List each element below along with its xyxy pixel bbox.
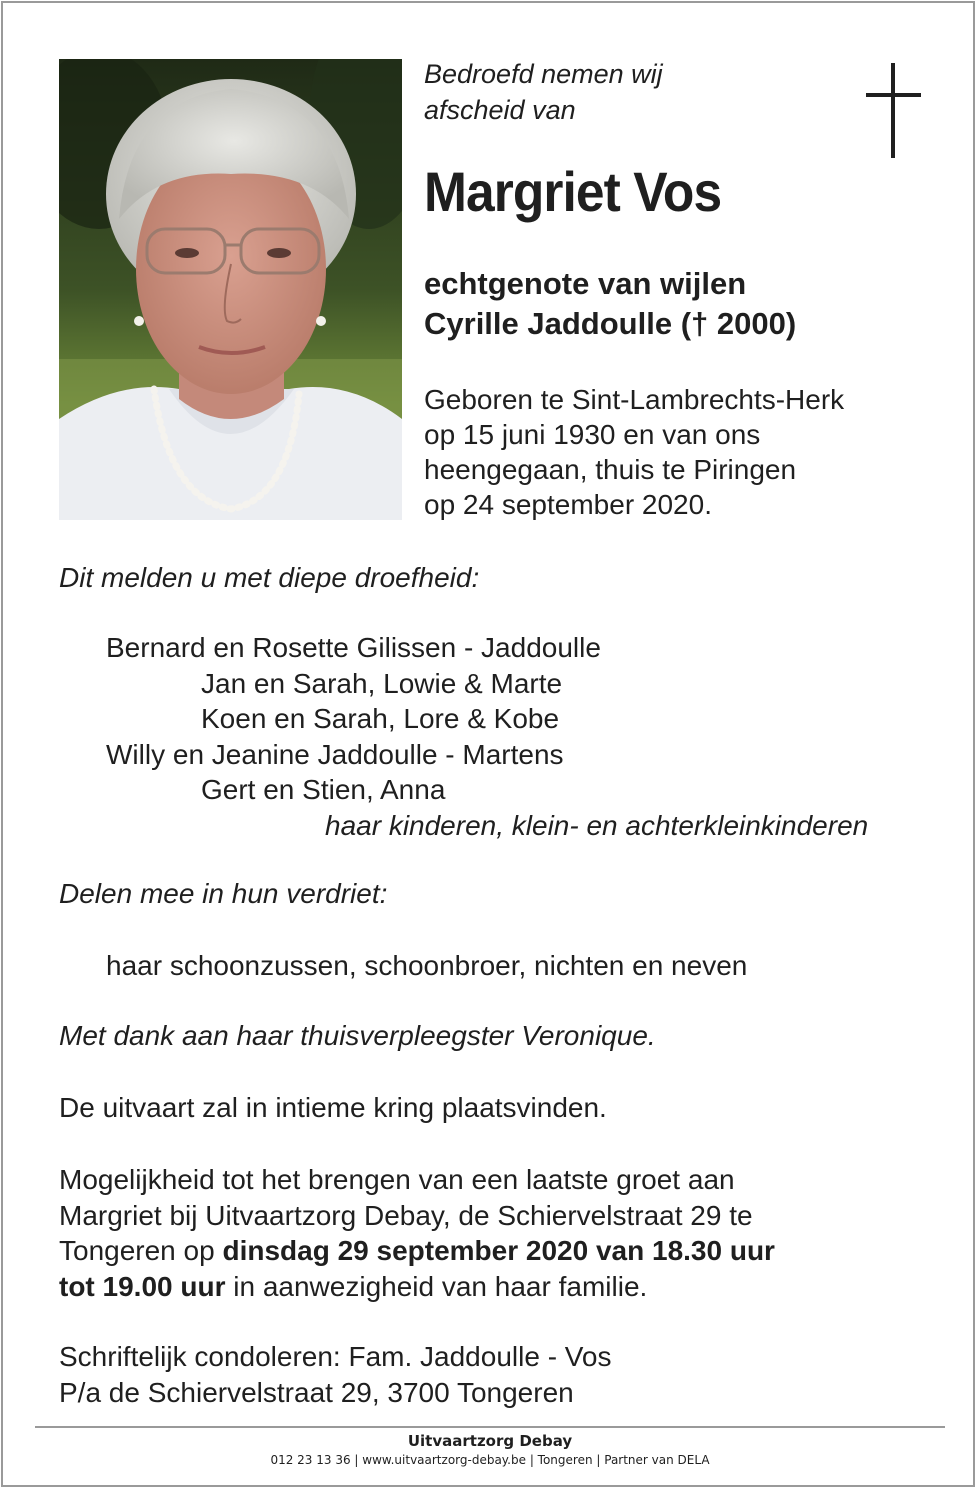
family-item-3: Koen en Sarah, Lore & Kobe (201, 703, 560, 734)
visitation-text (59, 1162, 939, 1304)
spouse-line-2: Cyrille Jaddoulle († 2000) (424, 306, 797, 341)
spouse-text (424, 264, 796, 344)
birth-death-text (424, 382, 844, 522)
footer-info: 012 23 13 36 | www.uitvaartzorg-debay.be | Tongeren | Partner van DELA (270, 1453, 710, 1467)
condolences-line-2: P/a de Schiervelstraat 29, 3700 Tongeren (59, 1376, 574, 1408)
funeral-text: De uitvaart zal in intieme kring plaatsvinden. (59, 1092, 607, 1123)
visitation-date: dinsdag 29 september 2020 van 18.30 uur (222, 1235, 775, 1266)
visitation-line-1: Mogelijkheid tot het brengen van een laatste groet aan (59, 1164, 735, 1195)
thanks-text: Met dank aan haar thuisverpleegster Veronique. (59, 1020, 656, 1051)
birth-line-4: op 24 september 2020. (424, 489, 712, 520)
portrait-image (59, 59, 402, 520)
deceased-name: Margriet Vos (424, 160, 722, 223)
birth-line-2: op 15 juni 1930 en van ons (424, 419, 761, 450)
family-item-2: Jan en Sarah, Lowie & Marte (201, 667, 563, 699)
visitation-end-time: tot 19.00 uur (59, 1270, 226, 1302)
family-list (59, 630, 939, 843)
intro-line-1: Bedroefd nemen wij (424, 59, 663, 89)
relatives-text: haar schoonzussen, schoonbroer, nichten en neven (106, 950, 748, 981)
footer-company: Uitvaartzorg Debay (407, 1432, 573, 1450)
visitation-line-4 (59, 1269, 939, 1305)
intro-line-2: afscheid van (424, 95, 576, 125)
latin-cross-icon (866, 63, 921, 158)
sharing-heading: Delen mee in hun verdriet: (59, 878, 388, 909)
birth-line-1: Geboren te Sint-Lambrechts-Herk (424, 384, 845, 415)
portrait-photo (59, 59, 402, 520)
visitation-line-4-suffix: in aanwezigheid van haar familie. (225, 1270, 648, 1302)
visitation-line-3 (59, 1233, 939, 1269)
birth-line-3: heengegaan, thuis te Piringen (424, 454, 797, 485)
condolences-text (59, 1339, 939, 1410)
family-item-4: Willy en Jeanine Jaddoulle - Martens (106, 738, 564, 770)
visitation-line-3-prefix: Tongeren op (59, 1235, 223, 1266)
announcement-heading: Dit melden u met diepe droefheid: (59, 562, 480, 593)
footer-divider (35, 1426, 945, 1428)
visitation-line-2: Margriet bij Uitvaartzorg Debay, de Schiervelstraat 29 te (59, 1199, 753, 1231)
condolences-line-1: Schriftelijk condoleren: Fam. Jaddoulle - Vos (59, 1341, 612, 1372)
family-caption: haar kinderen, klein- en achterkleinkinderen (325, 809, 869, 841)
family-item-5: Gert en Stien, Anna (201, 774, 446, 805)
spouse-line-1: echtgenote van wijlen (424, 266, 747, 301)
family-item-1: Bernard en Rosette Gilissen - Jaddoulle (106, 632, 601, 663)
